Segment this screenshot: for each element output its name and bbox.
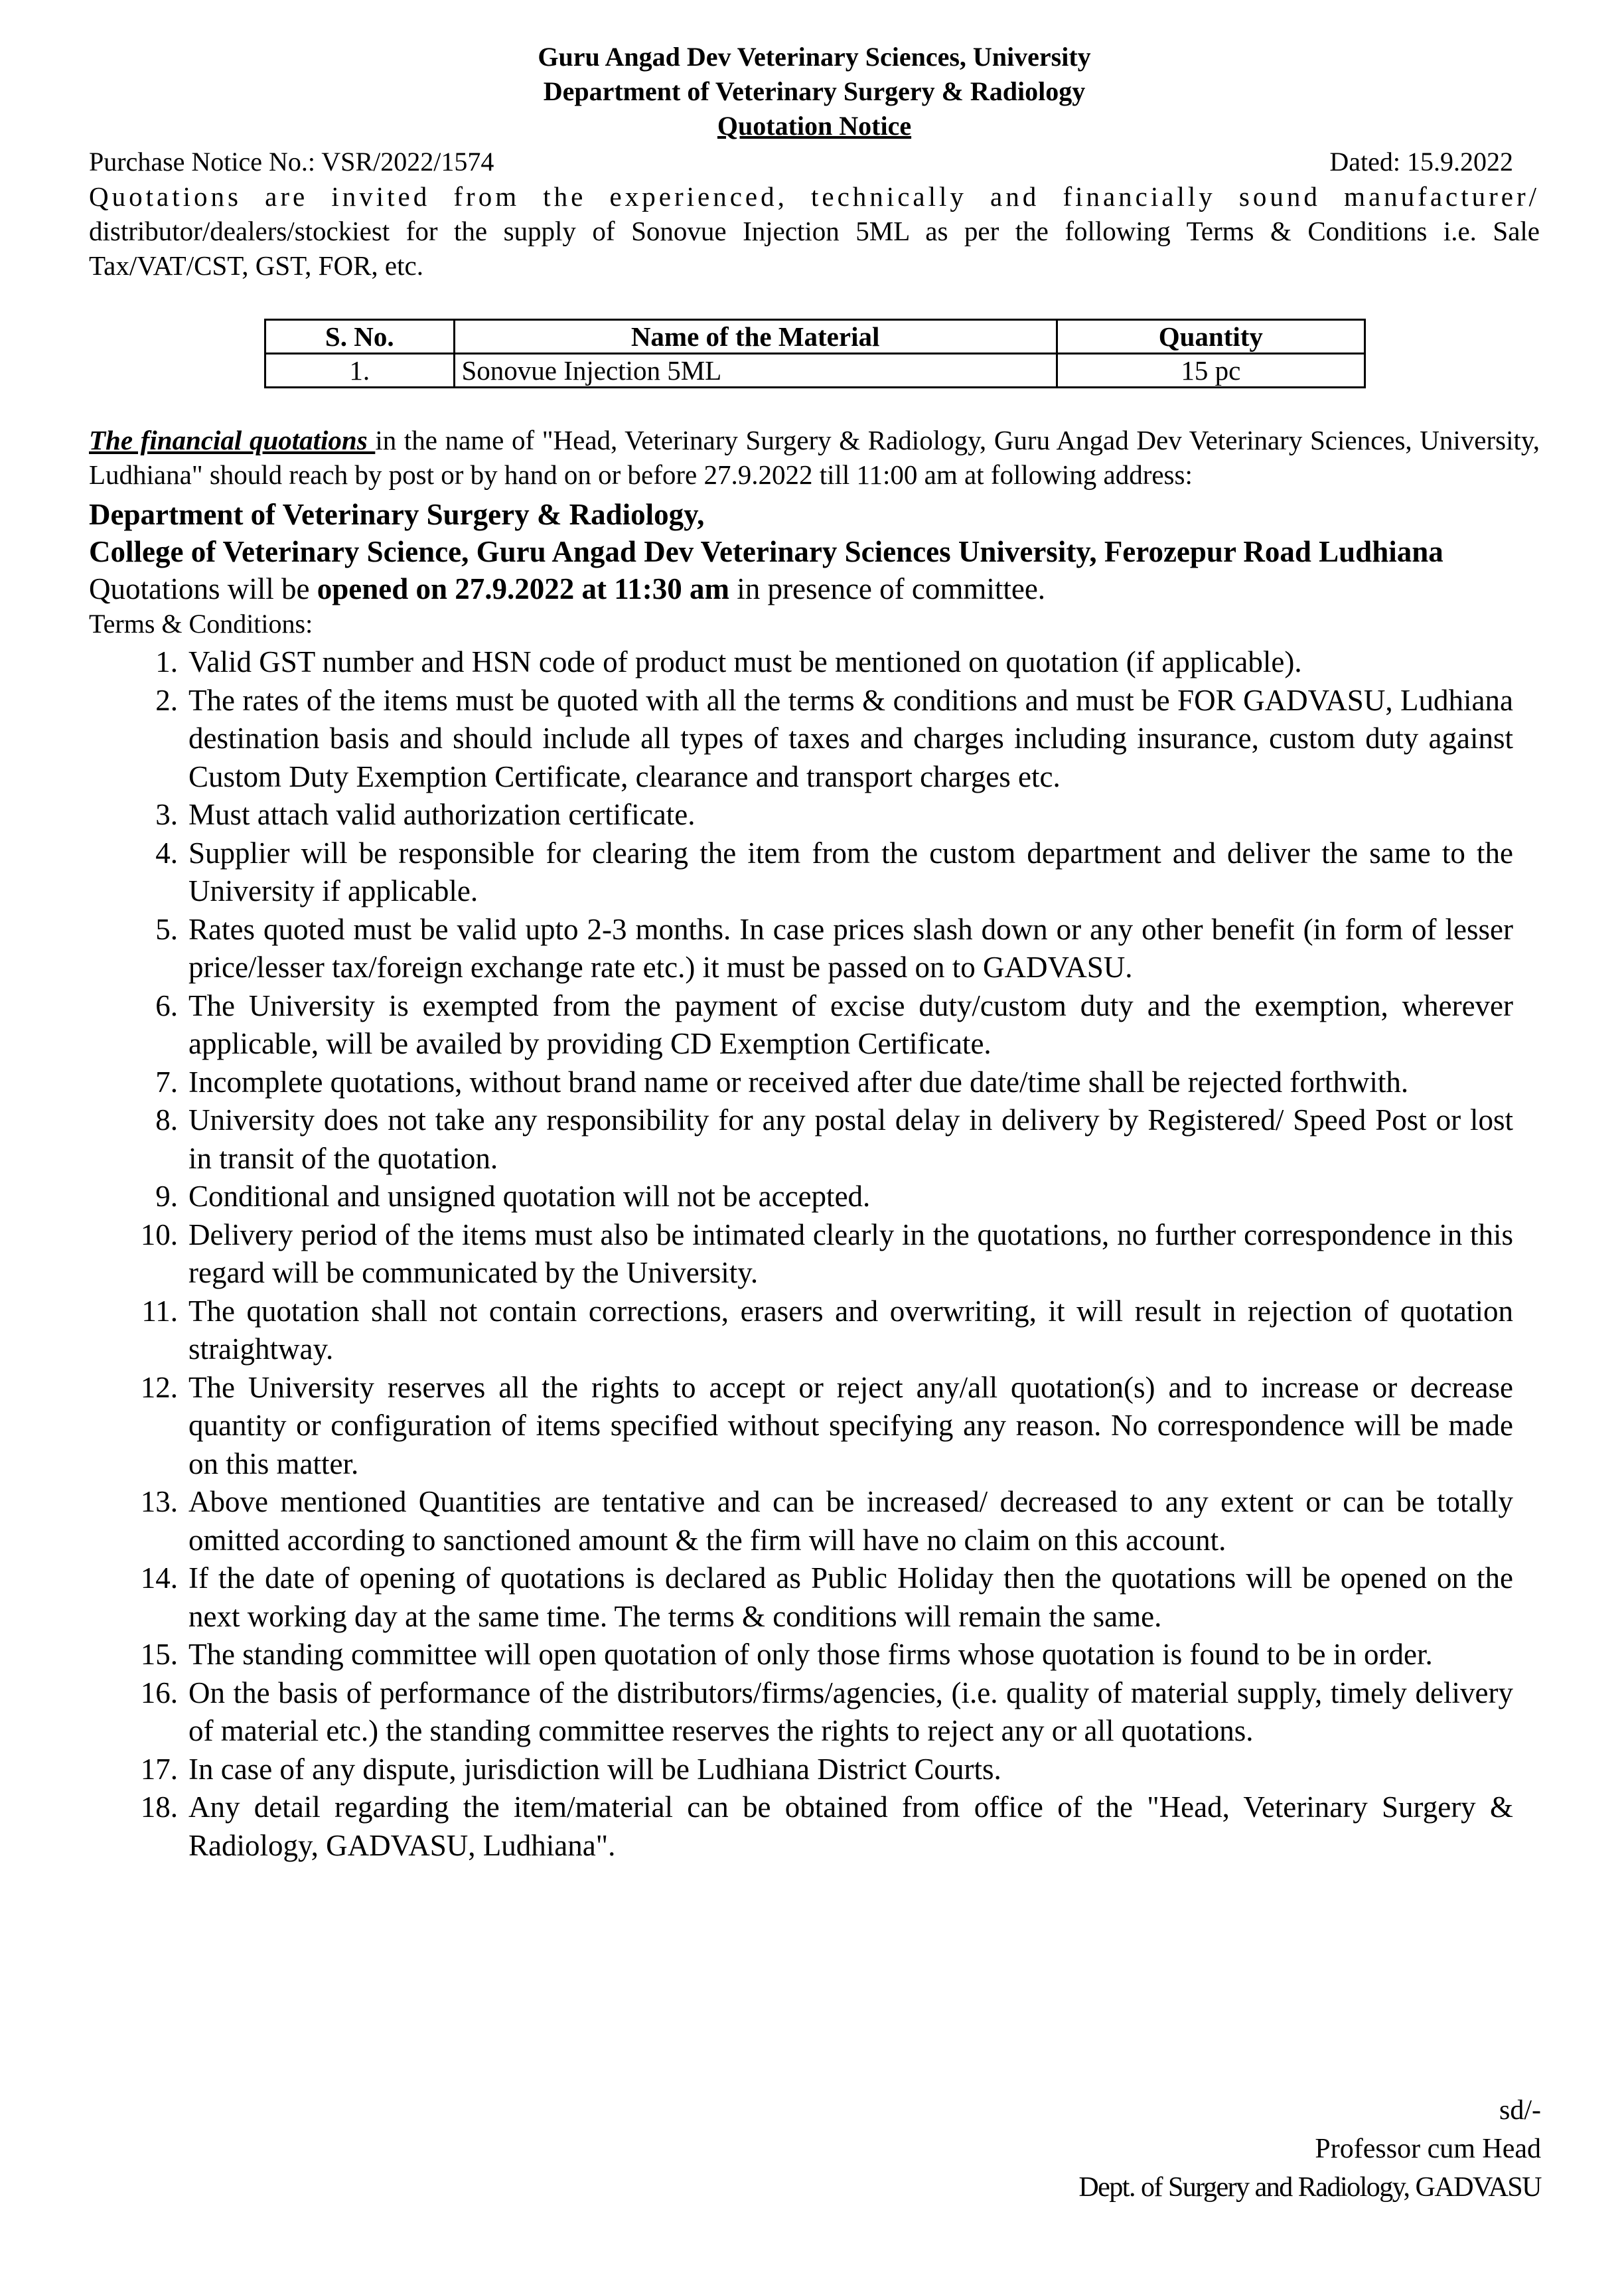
term-number: 3. bbox=[155, 798, 178, 831]
term-item bbox=[89, 1101, 1540, 1178]
term-text: Valid GST number and HSN code of product must be mentioned on quotation (if applicable). bbox=[188, 645, 1302, 678]
term-item bbox=[89, 643, 1540, 682]
address-line-2: College of Veterinary Science, Guru Angad Dev Veterinary Sciences University, Ferozepur Road Ludhiana bbox=[89, 535, 1443, 568]
term-item bbox=[89, 1178, 1540, 1216]
term-item bbox=[89, 796, 1540, 834]
material-table bbox=[264, 319, 1366, 388]
term-number: 14. bbox=[140, 1561, 178, 1595]
term-text: The rates of the items must be quoted with all the terms & conditions and must be FOR GADVASU, Ludhiana destination basis and should include all types of taxes and charges including insurance, custom duty against Custom Duty Exemption Certificate, clearance and transport charges etc. bbox=[188, 683, 1513, 793]
term-number: 17. bbox=[140, 1752, 178, 1786]
term-number: 11. bbox=[141, 1294, 178, 1328]
address-line-1: Department of Veterinary Surgery & Radiology, bbox=[89, 498, 705, 531]
term-text: On the basis of performance of the distributors/firms/agencies, (i.e. quality of material supply, timely delivery of material etc.) the standing committee reserves the rights to reject any or all quotations. bbox=[188, 1676, 1513, 1747]
term-number: 12. bbox=[140, 1370, 178, 1404]
term-text: The quotation shall not contain corrections, erasers and overwriting, it will result in rejection of quotation straightway. bbox=[188, 1294, 1513, 1366]
term-item bbox=[89, 1559, 1540, 1636]
department-name: Department of Veterinary Surgery & Radiology bbox=[543, 76, 1086, 106]
term-number: 10. bbox=[140, 1218, 178, 1251]
cell-quantity: 15 pc bbox=[1057, 354, 1365, 388]
term-item bbox=[89, 1788, 1540, 1865]
column-header-sno: S. No. bbox=[265, 320, 455, 354]
term-item bbox=[89, 1636, 1540, 1674]
opening-date-time: opened on 27.9.2022 at 11:30 am bbox=[317, 572, 729, 605]
term-item bbox=[89, 1674, 1540, 1751]
terms-list bbox=[89, 643, 1540, 1865]
term-item bbox=[89, 1369, 1540, 1484]
terms-heading: Terms & Conditions: bbox=[89, 609, 313, 639]
opening-statement: Quotations will be opened on 27.9.2022 at 11:30 am in presence of committee. bbox=[89, 572, 1046, 605]
quotation-notice-page bbox=[89, 40, 1540, 1865]
term-text: If the date of opening of quotations is declared as Public Holiday then the quotations will be opened on the next working day at the same time. The terms & conditions will remain the same. bbox=[188, 1561, 1513, 1633]
term-text: Incomplete quotations, without brand name or received after due date/time shall be rejected forthwith. bbox=[188, 1065, 1409, 1099]
term-text: In case of any dispute, jurisdiction will be Ludhiana District Courts. bbox=[188, 1752, 1001, 1786]
term-text: Any detail regarding the item/material can be obtained from office of the "Head, Veterinary Surgery & Radiology, GADVASU, Ludhiana". bbox=[188, 1790, 1513, 1862]
term-number: 1. bbox=[155, 645, 178, 678]
term-item bbox=[89, 834, 1540, 911]
term-item bbox=[89, 1293, 1540, 1369]
term-number: 9. bbox=[155, 1180, 178, 1213]
term-item bbox=[89, 1216, 1540, 1293]
notice-meta-row bbox=[89, 145, 1540, 179]
term-text: The University reserves all the rights to accept or reject any/all quotation(s) and to increase or decrease quantity or configuration of items specified without specifying any reason. No correspondence will be made on this matter. bbox=[188, 1370, 1513, 1480]
term-text: Above mentioned Quantities are tentative and can be increased/ decreased to any extent or can be totally omitted according to sanctioned amount & the firm will have no claim on this account. bbox=[188, 1485, 1513, 1557]
signature-block bbox=[1078, 2091, 1541, 2207]
financial-quotation-paragraph bbox=[89, 423, 1540, 492]
term-item bbox=[89, 682, 1540, 797]
term-item bbox=[89, 1483, 1540, 1559]
term-number: 13. bbox=[140, 1485, 178, 1518]
address-block bbox=[89, 496, 1540, 570]
term-text: The University is exempted from the payment of excise duty/custom duty and the exemption, wherever applicable, will be availed by providing CD Exemption Certificate. bbox=[188, 988, 1513, 1060]
term-number: 16. bbox=[140, 1676, 178, 1709]
term-item bbox=[89, 1751, 1540, 1789]
table-header-row bbox=[265, 320, 1365, 354]
purchase-notice-number: Purchase Notice No.: VSR/2022/1574 bbox=[89, 147, 494, 177]
term-number: 18. bbox=[140, 1790, 178, 1824]
university-name: Guru Angad Dev Veterinary Sciences, University bbox=[538, 42, 1091, 72]
table-row bbox=[265, 354, 1365, 388]
term-text: University does not take any responsibility for any postal delay in delivery by Registered/ Speed Post or lost in transit of the quotation. bbox=[188, 1103, 1513, 1175]
term-text: Rates quoted must be valid upto 2-3 months. In case prices slash down or any other benefit (in form of lesser price/lesser tax/foreign exchange rate etc.) it must be passed on to GADVASU. bbox=[188, 912, 1513, 984]
term-text: Delivery period of the items must also be intimated clearly in the quotations, no further correspondence in this regard will be communicated by the University. bbox=[188, 1218, 1513, 1289]
term-text: Conditional and unsigned quotation will not be accepted. bbox=[188, 1180, 871, 1213]
notice-date: Dated: 15.9.2022 bbox=[1329, 147, 1513, 177]
term-number: 4. bbox=[155, 836, 178, 870]
term-number: 7. bbox=[155, 1065, 178, 1099]
term-item bbox=[89, 987, 1540, 1063]
column-header-material: Name of the Material bbox=[454, 320, 1057, 354]
financial-quotation-text: in the name of "Head, Veterinary Surgery & Radiology, Guru Angad Dev Veterinary Sciences, University, Ludhiana" should reach by post or by hand on or before 27.9.2022 till 11:00 am at following address: bbox=[89, 425, 1540, 490]
column-header-quantity: Quantity bbox=[1057, 320, 1365, 354]
term-text: Must attach valid authorization certificate. bbox=[188, 798, 696, 831]
term-item bbox=[89, 1063, 1540, 1102]
cell-material-name: Sonovue Injection 5ML bbox=[454, 354, 1057, 388]
signature-department: Dept. of Surgery and Radiology, GADVASU bbox=[1078, 2172, 1541, 2203]
term-number: 5. bbox=[155, 912, 178, 946]
term-number: 6. bbox=[155, 988, 178, 1022]
term-number: 15. bbox=[140, 1638, 178, 1671]
term-number: 8. bbox=[155, 1103, 178, 1137]
intro-first-line: Quotations are invited from the experienced, technically and financially sound manufacturer/ bbox=[89, 181, 1540, 212]
term-item bbox=[89, 911, 1540, 987]
notice-title: Quotation Notice bbox=[717, 111, 912, 141]
signature-sd: sd/- bbox=[1499, 2095, 1541, 2126]
financial-quotation-lead: The financial quotations bbox=[89, 425, 376, 455]
intro-paragraph: distributor/dealers/stockiest for the supply of Sonovue Injection 5ML as per the following Terms & Conditions i.e. Sale Tax/VAT/CST, GST, FOR, etc. bbox=[89, 216, 1540, 281]
cell-sno: 1. bbox=[265, 354, 455, 388]
term-text: Supplier will be responsible for clearing the item from the custom department and deliver the same to the University if applicable. bbox=[188, 836, 1513, 907]
term-text: The standing committee will open quotation of only those firms whose quotation is found to be in order. bbox=[188, 1638, 1433, 1671]
signature-designation: Professor cum Head bbox=[1315, 2134, 1541, 2164]
term-number: 2. bbox=[155, 683, 178, 717]
